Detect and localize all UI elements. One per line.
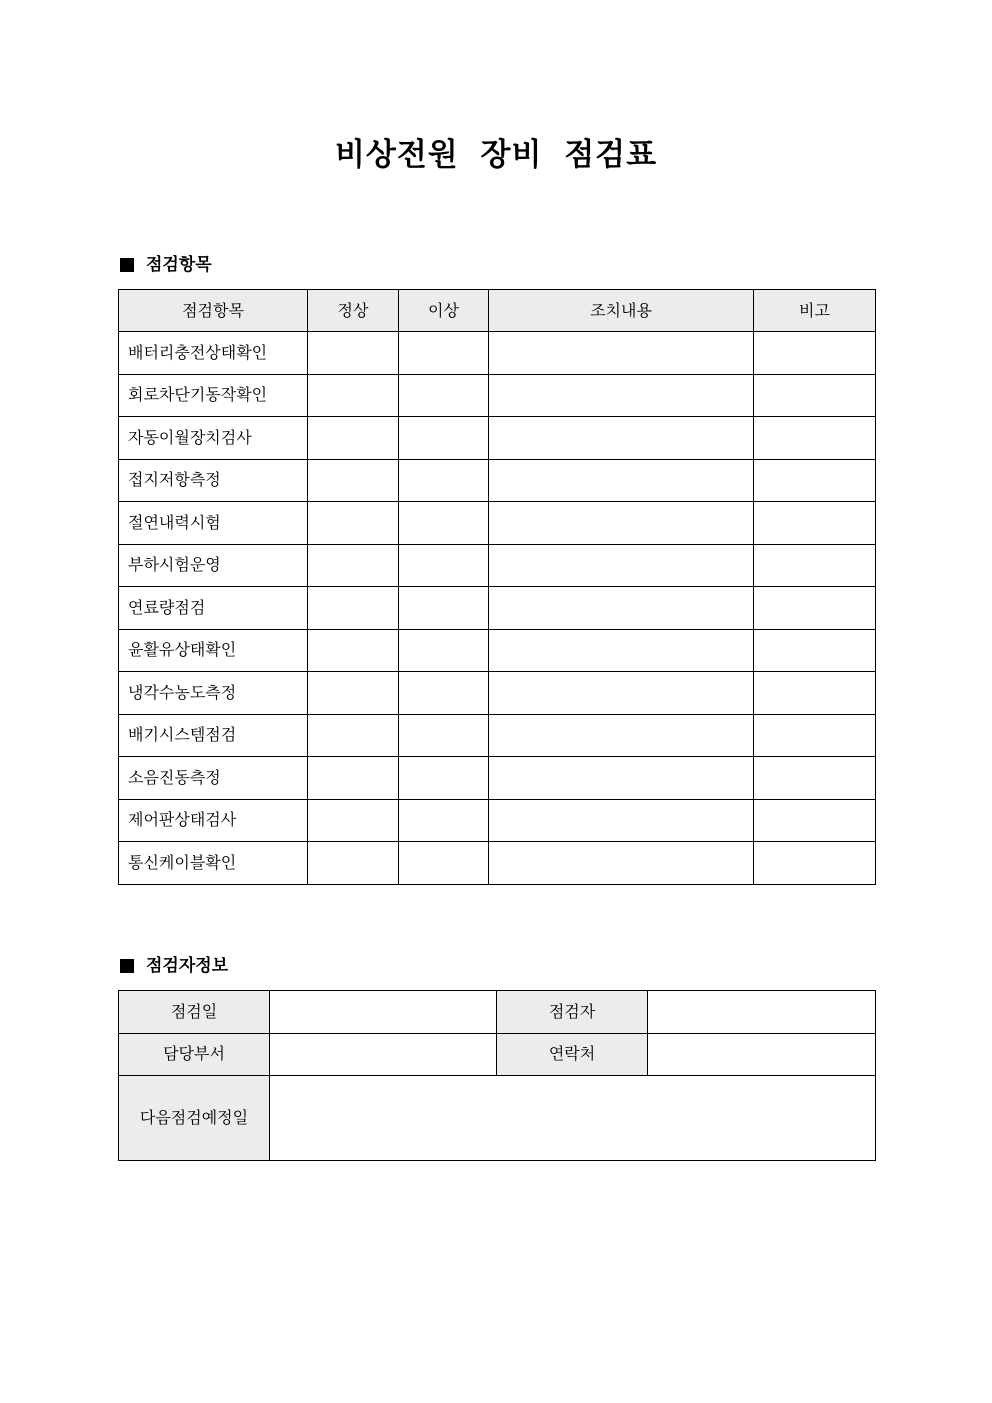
abnormal-check-cell[interactable] <box>399 544 489 587</box>
normal-check-cell[interactable] <box>308 842 399 885</box>
normal-check-cell[interactable] <box>308 374 399 417</box>
remarks-cell[interactable] <box>754 587 876 630</box>
next-inspection-date-field[interactable] <box>270 1076 876 1161</box>
column-header-normal: 정상 <box>308 290 399 332</box>
normal-check-cell[interactable] <box>308 799 399 842</box>
action-cell[interactable] <box>489 587 754 630</box>
table-row <box>119 714 876 757</box>
table-row <box>119 1076 876 1161</box>
item-name-cell: 접지저항측정 <box>119 459 308 502</box>
column-header-remarks: 비고 <box>754 290 876 332</box>
abnormal-check-cell[interactable] <box>399 587 489 630</box>
abnormal-check-cell[interactable] <box>399 672 489 715</box>
section-heading-inspection <box>119 253 212 277</box>
normal-check-cell[interactable] <box>308 587 399 630</box>
remarks-cell[interactable] <box>754 502 876 545</box>
action-cell[interactable] <box>489 417 754 460</box>
remarks-cell[interactable] <box>754 714 876 757</box>
inspector-field[interactable] <box>648 991 876 1034</box>
abnormal-check-cell[interactable] <box>399 629 489 672</box>
action-cell[interactable] <box>489 842 754 885</box>
page-title: 비상전원 장비 점검표 <box>334 137 658 173</box>
abnormal-check-cell[interactable] <box>399 757 489 800</box>
square-bullet-icon <box>120 258 134 272</box>
normal-check-cell[interactable] <box>308 672 399 715</box>
table-row <box>119 1033 876 1076</box>
abnormal-check-cell[interactable] <box>399 842 489 885</box>
action-cell[interactable] <box>489 757 754 800</box>
item-name-cell: 연료량점검 <box>119 587 308 630</box>
square-bullet-icon <box>120 959 134 973</box>
table-row <box>119 587 876 630</box>
column-header-item: 점검항목 <box>119 290 308 332</box>
table-row <box>119 417 876 460</box>
department-field[interactable] <box>270 1033 497 1076</box>
contact-label: 연락처 <box>497 1033 648 1076</box>
normal-check-cell[interactable] <box>308 757 399 800</box>
column-header-abnormal: 이상 <box>399 290 489 332</box>
remarks-cell[interactable] <box>754 459 876 502</box>
item-name-cell: 배터리충전상태확인 <box>119 332 308 375</box>
abnormal-check-cell[interactable] <box>399 374 489 417</box>
remarks-cell[interactable] <box>754 842 876 885</box>
table-row <box>119 502 876 545</box>
remarks-cell[interactable] <box>754 332 876 375</box>
abnormal-check-cell[interactable] <box>399 799 489 842</box>
department-label: 담당부서 <box>119 1033 270 1076</box>
table-row <box>119 842 876 885</box>
abnormal-check-cell[interactable] <box>399 714 489 757</box>
inspection-date-label: 점검일 <box>119 991 270 1034</box>
remarks-cell[interactable] <box>754 374 876 417</box>
inspector-info-table <box>118 990 876 1161</box>
item-name-cell: 통신케이블확인 <box>119 842 308 885</box>
table-row <box>119 629 876 672</box>
table-row <box>119 799 876 842</box>
remarks-cell[interactable] <box>754 799 876 842</box>
contact-field[interactable] <box>648 1033 876 1076</box>
action-cell[interactable] <box>489 672 754 715</box>
table-row <box>119 374 876 417</box>
item-name-cell: 자동이월장치검사 <box>119 417 308 460</box>
remarks-cell[interactable] <box>754 757 876 800</box>
action-cell[interactable] <box>489 459 754 502</box>
item-name-cell: 절연내력시험 <box>119 502 308 545</box>
action-cell[interactable] <box>489 332 754 375</box>
abnormal-check-cell[interactable] <box>399 332 489 375</box>
abnormal-check-cell[interactable] <box>399 502 489 545</box>
normal-check-cell[interactable] <box>308 502 399 545</box>
section-heading-inspector <box>119 954 228 978</box>
item-name-cell: 제어판상태검사 <box>119 799 308 842</box>
action-cell[interactable] <box>489 502 754 545</box>
inspector-label: 점검자 <box>497 991 648 1034</box>
item-name-cell: 배기시스템점검 <box>119 714 308 757</box>
action-cell[interactable] <box>489 374 754 417</box>
item-name-cell: 소음진동측정 <box>119 757 308 800</box>
item-name-cell: 부하시험운영 <box>119 544 308 587</box>
table-row <box>119 672 876 715</box>
remarks-cell[interactable] <box>754 629 876 672</box>
action-cell[interactable] <box>489 799 754 842</box>
next-inspection-date-label: 다음점검예정일 <box>119 1076 270 1161</box>
section-heading-label: 점검자정보 <box>146 956 229 976</box>
inspection-date-field[interactable] <box>270 991 497 1034</box>
normal-check-cell[interactable] <box>308 544 399 587</box>
remarks-cell[interactable] <box>754 544 876 587</box>
item-name-cell: 냉각수농도측정 <box>119 672 308 715</box>
table-row <box>119 459 876 502</box>
abnormal-check-cell[interactable] <box>399 417 489 460</box>
normal-check-cell[interactable] <box>308 629 399 672</box>
remarks-cell[interactable] <box>754 417 876 460</box>
action-cell[interactable] <box>489 714 754 757</box>
item-name-cell: 윤활유상태확인 <box>119 629 308 672</box>
table-row <box>119 332 876 375</box>
normal-check-cell[interactable] <box>308 714 399 757</box>
normal-check-cell[interactable] <box>308 417 399 460</box>
table-row <box>119 544 876 587</box>
abnormal-check-cell[interactable] <box>399 459 489 502</box>
section-heading-label: 점검항목 <box>146 255 212 275</box>
table-row <box>119 757 876 800</box>
inspection-table <box>118 289 876 885</box>
normal-check-cell[interactable] <box>308 459 399 502</box>
normal-check-cell[interactable] <box>308 332 399 375</box>
table-row <box>119 991 876 1034</box>
action-cell[interactable] <box>489 544 754 587</box>
column-header-action: 조치내용 <box>489 290 754 332</box>
remarks-cell[interactable] <box>754 672 876 715</box>
action-cell[interactable] <box>489 629 754 672</box>
item-name-cell: 회로차단기동작확인 <box>119 374 308 417</box>
table-header-row <box>119 290 876 332</box>
